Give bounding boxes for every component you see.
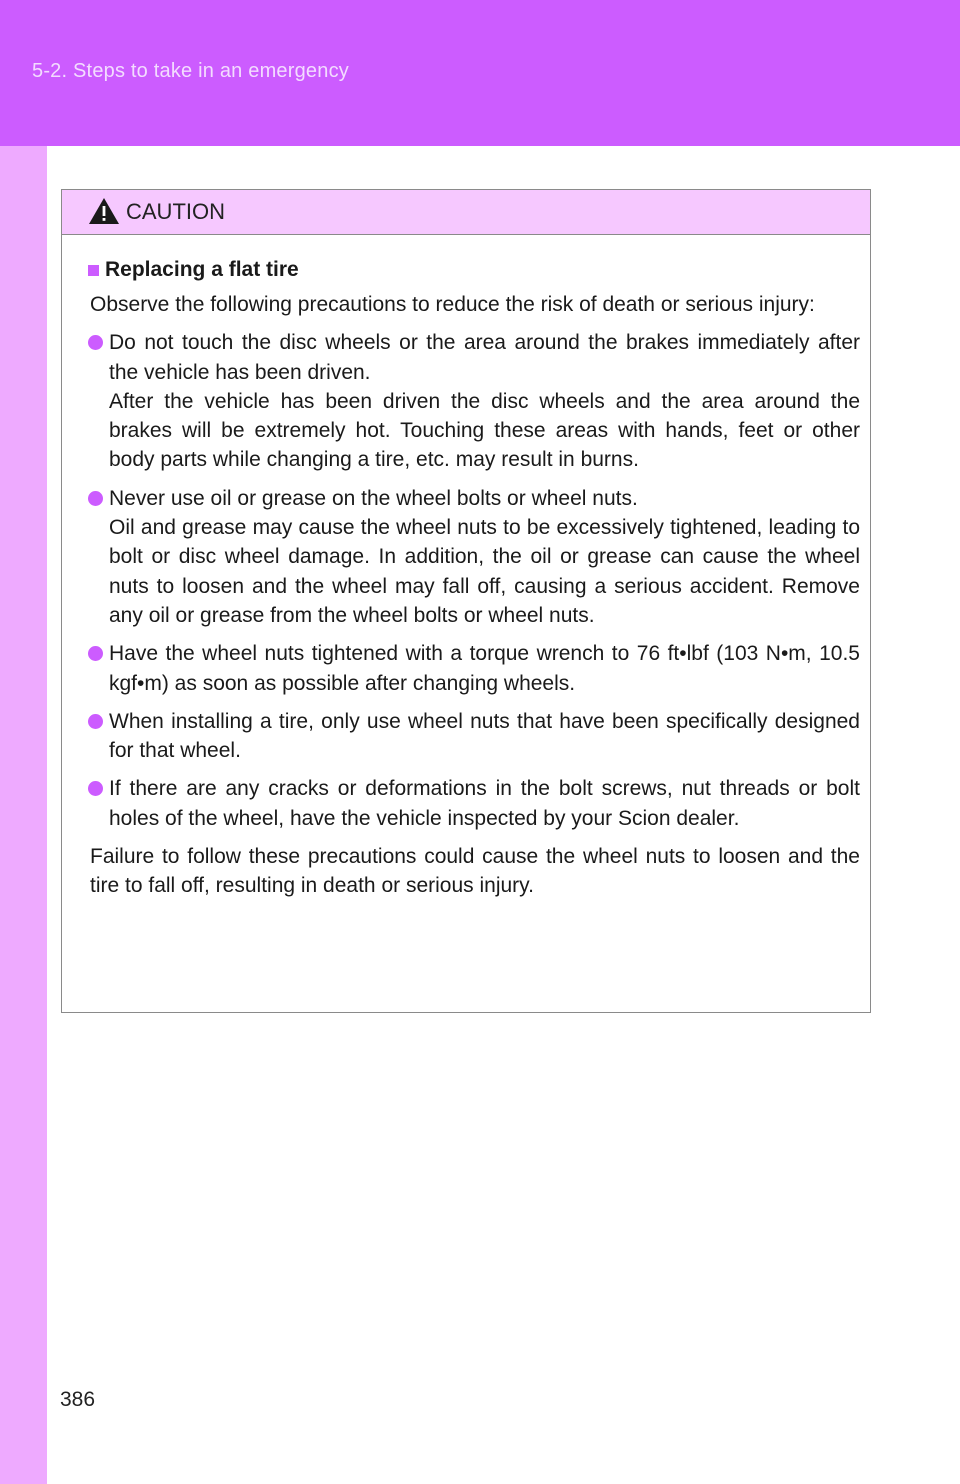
intro-text: Observe the following precautions to reduce the risk of death or serious injury: [90,293,815,316]
item-detail: After the vehicle has been driven the disc wheels and the area around the brakes will be extremely hot. Touching these areas with hands, feet or other body parts while changing a tire, etc. may result in burns. [109,389,860,472]
item-heading: Do not touch the disc wheels or the area around the brakes immediately after the vehicle has been driven. [109,331,860,384]
item-heading: Have the wheel nuts tightened with a torque wrench to 76 ft•lbf (103 N•m, 10.5 kgf•m) as soon as possible after changing wheels. [109,642,860,695]
caution-box [61,189,871,1013]
item-heading: Never use oil or grease on the wheel bolts or wheel nuts. [109,486,638,510]
caution-body [62,234,870,901]
list-item [88,328,860,474]
list-item [88,639,860,698]
list-item [88,707,860,766]
caution-header [62,190,870,235]
circle-bullet-icon [88,335,103,350]
circle-bullet-icon [88,646,103,661]
list-item [88,774,860,833]
warning-triangle-icon [88,197,120,225]
section-heading-text: Replacing a flat tire [105,258,299,281]
section-breadcrumb: 5-2. Steps to take in an emergency [32,60,349,82]
circle-bullet-icon [88,491,103,506]
side-tab [0,146,47,1484]
list-item [88,484,860,630]
circle-bullet-icon [88,781,103,796]
caution-label: CAUTION [126,199,225,224]
item-detail: Oil and grease may cause the wheel nuts to be excessively tightened, leading to bolt or disc wheel damage. In addition, the oil or grease can cause the wheel nuts to loosen and the wheel may fall off, causing a serious accident. Remove any oil or grease from the wheel bolts or wheel nuts. [109,516,860,627]
page-number: 386 [60,1388,96,1411]
item-heading: If there are any cracks or deformations in the bolt screws, nut threads or bolt holes of the wheel, have the vehicle inspected by your Scion dealer. [109,777,860,830]
square-bullet-icon [88,265,99,276]
page-header [0,0,960,146]
item-heading: When installing a tire, only use wheel nuts that have been specifically designed for that wheel. [109,709,860,763]
circle-bullet-icon [88,714,103,729]
closing-text: Failure to follow these precautions could cause the wheel nuts to loosen and the tire to fall off, resulting in death or serious injury. [90,845,860,898]
section-heading [88,256,860,284]
